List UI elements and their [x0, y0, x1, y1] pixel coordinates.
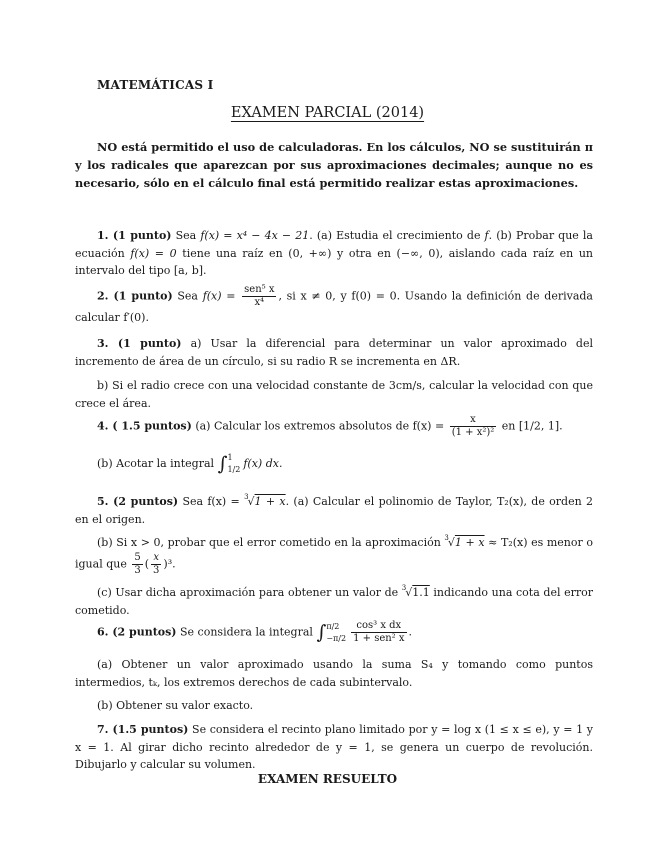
q5-b-inner-denominator: 3 — [153, 564, 160, 576]
question-4b — [75, 452, 593, 476]
exam-title-text: EXAMEN PARCIAL (2014) — [230, 105, 425, 121]
q6-denominator: 1 + sen² x — [353, 633, 405, 644]
q1-text-1: Sea — [171, 229, 201, 242]
q6-upper-limit: π/2 — [326, 621, 340, 631]
question-1-label: 1. (1 punto) — [97, 229, 172, 242]
q5-b-paren-open: ( — [144, 557, 150, 570]
question-6 — [75, 620, 593, 645]
question-4a — [75, 414, 593, 439]
q5-b-inner-fraction — [151, 552, 161, 577]
calculator-notice: NO está permitido el uso de calculadoras. En los cálculos, NO se sustituirán π y los radicales que aparezcan por sus aproximaciones decimales; aunque no es necesario, sólo en el cálculo final está permitido realizar estas aproximaciones. — [75, 140, 593, 190]
cube-root-index: 3 — [444, 534, 449, 542]
q4-numerator: x — [450, 414, 497, 427]
q6-numerator: cos³ x dx — [351, 620, 406, 633]
q2-text-2: , si x ≠ 0, y f(0) = 0. Usando la definición de derivada calcular f′(0). — [75, 289, 593, 324]
q5-b-numerator: 5 — [134, 551, 141, 563]
integral-sign: ∫ — [217, 453, 228, 475]
q1-text-2: . (a) Estudia el crecimiento de — [309, 229, 485, 242]
q5-b-denominator: 3 — [134, 564, 141, 576]
q5-text-2: . (a) Calcular el polinomio de Taylor, T₂(x), de orden 2 en el origen. — [75, 495, 593, 526]
q5-c-radicand: 1.1 — [412, 586, 430, 599]
question-2 — [75, 284, 593, 327]
q4-denominator: (1 + x²)² — [451, 427, 495, 438]
question-7-label: 7. (1.5 puntos) — [97, 723, 189, 736]
question-4-label: 4. ( 1.5 puntos) — [97, 419, 192, 433]
solved-exam-heading: EXAMEN RESUELTO — [257, 772, 398, 786]
q5-b-fraction — [132, 552, 142, 577]
q2-text-1: Sea — [172, 289, 203, 303]
q1-formula-3: f(x) = 0 — [130, 246, 177, 260]
q5-b-inner-numerator: x — [151, 552, 161, 565]
q7-text: Se considera el recinto plano limitado por y = log x (1 ≤ x ≤ e), y = 1 y x = 1. Al girar dicho recinto alrededor de y = 1, se genera un cuerpo de revolución. Dibujarlo y calcular su volumen. — [75, 723, 593, 771]
question-5-label: 5. (2 puntos) — [97, 495, 179, 508]
q4-fraction — [450, 414, 497, 439]
q3-part-a: a) Usar la diferencial para determinar un valor aproximado del incremento de área de un círculo, si su radio R se incrementa en ΔR. — [75, 337, 593, 368]
integral-sign: ∫ — [316, 621, 327, 644]
q4-part-b-text: (b) Acotar la integral — [97, 457, 218, 470]
q5-radicand: 1 + x — [254, 495, 286, 508]
cube-root-index: 3 — [401, 584, 407, 592]
question-3-label: 3. (1 punto) — [97, 337, 182, 350]
q5-part-c-text-2: indicando una cota del error cometido. — [75, 586, 594, 617]
q6-integral-limits — [326, 621, 346, 645]
question-1 — [75, 227, 593, 280]
q5-part-b-text-1: (b) Si x > 0, probar que el error cometido en la aproximación — [97, 536, 445, 549]
q4-integral-limits — [227, 452, 240, 476]
exam-title — [0, 105, 655, 121]
q4-text-1: (a) Calcular los extremos absolutos de f(x) = — [191, 419, 445, 433]
question-3a — [75, 335, 593, 370]
q4-integrand: f(x) dx. — [243, 457, 283, 470]
q5-part-b-text-2: ≈ T₂(x) es menor o igual que — [75, 536, 593, 570]
q1-formula-1: f(x) = x⁴ − 4x − 21 — [200, 229, 310, 242]
q2-fraction — [242, 284, 276, 309]
q5-b-radicand: 1 + x — [454, 536, 485, 549]
q2-numerator: sen⁵ x — [244, 284, 275, 295]
q5-part-c-text-1: (c) Usar dicha aproximación para obtener un valor de — [97, 586, 402, 599]
q1-text-4: tiene una raíz en (0, +∞) y otra en (−∞, 0), aislando cada raíz en un intervalo del tipo [a, b]. — [75, 246, 593, 277]
question-2-label: 2. (1 punto) — [97, 289, 173, 303]
q6-lower-limit: −π/2 — [326, 633, 347, 643]
q6-fraction — [351, 620, 406, 645]
course-heading: MATEMÁTICAS I — [97, 78, 214, 92]
cube-root-index: 3 — [244, 493, 249, 501]
question-3b: b) Si el radio crece con una velocidad constante de 3cm/s, calcular la velocidad con que crece el área. — [75, 379, 593, 410]
q2-denominator: x⁴ — [254, 297, 265, 308]
question-5b: (b) Si x > 0, probar que el error cometido en la aproximación $^3$√1 + x ≈ T₂(x) es menor o igual que $\frac{5}{3}$ ( $\frac{x}{3}$ )³. — [75, 534, 593, 576]
q6-text-2: . — [408, 625, 413, 639]
question-5c: (c) Usar dicha aproximación para obtener un valor de $^3$√1.1 indicando una cota del error cometido. — [75, 584, 594, 617]
q1-formula-2: f — [484, 229, 489, 242]
q5-b-paren-close: )³. — [163, 557, 176, 570]
q4-upper-limit: 1 — [227, 453, 233, 462]
q4-lower-limit: 1/2 — [227, 465, 241, 474]
question-5a: 5. (2 puntos) Sea f(x) = $^3$√1 + x. (a) Calcular el polinomio de Taylor, T₂(x), de orden 2 en el origen. — [75, 493, 593, 526]
q2-formula: f(x) = — [202, 289, 236, 303]
question-6-label: 6. (2 puntos) — [97, 625, 177, 639]
q5-text-1: Sea f(x) = — [178, 495, 245, 508]
question-7 — [75, 721, 593, 774]
question-6b: (b) Obtener su valor exacto. — [97, 699, 254, 712]
q4-text-2: en [1/2, 1]. — [498, 419, 563, 433]
q6-text-1: Se considera la integral — [176, 625, 317, 639]
q1-text-3: . (b) Probar que la ecuación — [75, 229, 593, 260]
question-6a: (a) Obtener un valor aproximado usando la suma S₄ y tomando como puntos intermedios, tₖ, los extremos derechos de cada subintervalo. — [75, 658, 593, 689]
